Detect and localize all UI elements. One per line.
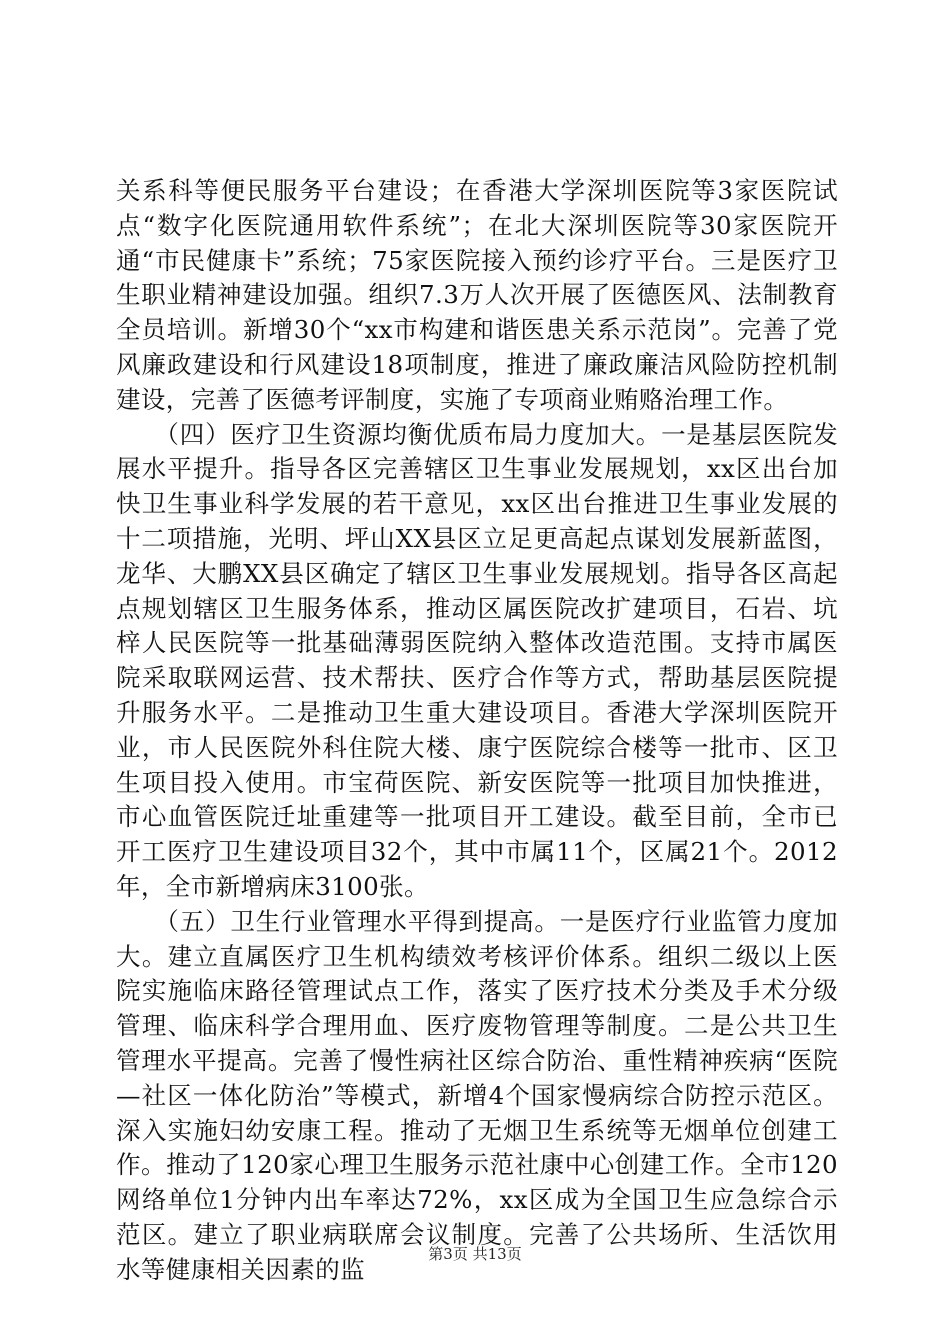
paragraph-continuation: 关系科等便民服务平台建设；在香港大学深圳医院等3家医院试点“数字化医院通用软件系统”；在北大深圳医院等30家医院开通“市民健康卡”系统；75家医院接入预约诊疗平台。三是医疗卫生职业精神建设加强。组织7.3万人次开展了医德医风、法制教育全员培训。新增30个“xx市构建和谐医患关系示范岗”。完善了党风廉政建设和行风建设18项制度，推进了廉政廉洁风险防控机制建设，完善了医德考评制度，实施了专项商业贿赂治理工作。 [116,176,838,414]
page-number-label: 第3页 共13页 [428,1245,522,1263]
paragraph-section-five: （五）卫生行业管理水平得到提高。一是医疗行业监管力度加大。建立直属医疗卫生机构绩效考核评价体系。组织二级以上医院实施临床路径管理试点工作，落实了医疗技术分类及手术分级管理、临床科学合理用血、医疗废物管理等制度。二是公共卫生管理水平提高。完善了慢性病社区综合防治、重性精神疾病“医院—社区一体化防治”等模式，新增4个国家慢病综合防控示范区。深入实施妇幼安康工程。推动了无烟卫生系统等无烟单位创建工作。推动了120家心理卫生服务示范社康中心创建工作。全市120网络单位1分钟内出车率达72%，xx区成为全国卫生应急综合示范区。建立了职业病联席会议制度。完善了公共场所、生活饮用水等健康相关因素的监 [116,906,838,1284]
page-footer [0,1244,950,1264]
document-body [116,174,838,1288]
paragraph-section-four: （四）医疗卫生资源均衡优质布局力度加大。一是基层医院发展水平提升。指导各区完善辖区卫生事业发展规划，xx区出台加快卫生事业科学发展的若干意见，xx区出台推进卫生事业发展的十二项措施，光明、坪山XX县区立足更高起点谋划发展新蓝图，龙华、大鹏XX县区确定了辖区卫生事业发展规划。指导各区高起点规划辖区卫生服务体系，推动区属医院改扩建项目，石岩、坑梓人民医院等一批基础薄弱医院纳入整体改造范围。支持市属医院采取联网运营、技术帮扶、医疗合作等方式，帮助基层医院提升服务水平。二是推动卫生重大建设项目。香港大学深圳医院开业，市人民医院外科住院大楼、康宁医院综合楼等一批市、区卫生项目投入使用。市宝荷医院、新安医院等一批项目加快推进，市心血管医院迁址重建等一批项目开工建设。截至目前，全市已开工医疗卫生建设项目32个，其中市属11个，区属21个。2012年，全市新增病床3100张。 [116,419,838,901]
